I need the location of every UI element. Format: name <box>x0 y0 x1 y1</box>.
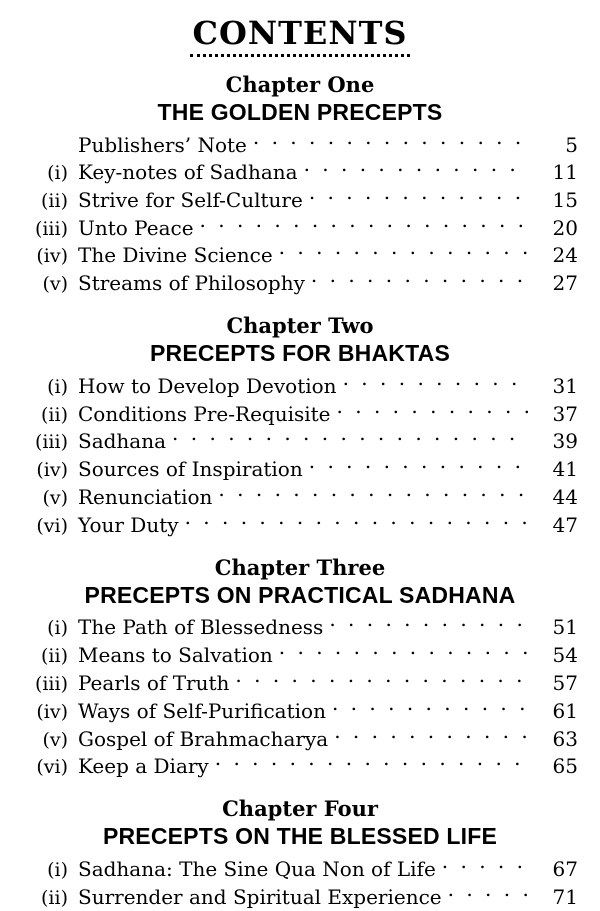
chapter-heading: Chapter Three <box>214 554 386 580</box>
toc-entry-title[interactable]: Key-notes of Sadhana <box>78 159 298 184</box>
chapter-heading: Chapter Two <box>226 313 374 339</box>
toc-entry-numeral: (v) <box>42 728 68 751</box>
toc-entry-title[interactable]: The Divine Science <box>78 243 273 268</box>
toc-entry-title[interactable]: Ways of Self-Purification <box>78 698 326 723</box>
dot-leader <box>279 642 528 662</box>
toc-entry-title[interactable]: How to Develop Devotion <box>78 373 337 398</box>
toc-entry-page-number: 51 <box>552 615 578 640</box>
chapter-subheading: PRECEPTS ON THE BLESSED LIFE <box>102 823 498 850</box>
dot-leader <box>309 456 528 476</box>
dot-leader <box>218 484 528 504</box>
chapter-entries <box>22 132 578 298</box>
toc-entry-page-number: 37 <box>552 401 578 426</box>
toc-entry-numeral: (vi) <box>36 756 68 779</box>
chapter-list <box>22 73 578 911</box>
toc-entry[interactable] <box>22 614 578 642</box>
dot-leader <box>172 428 528 448</box>
toc-entry-numeral: (iv) <box>36 245 68 268</box>
toc-entry-page-number: 41 <box>552 457 578 482</box>
toc-entry-page-number: 20 <box>552 215 578 240</box>
toc-entry-numeral: (iii) <box>34 217 68 240</box>
toc-entry-numeral: (ii) <box>41 403 68 426</box>
toc-entry[interactable] <box>22 456 578 484</box>
toc-entry[interactable] <box>22 132 578 159</box>
toc-entry-numeral: (vi) <box>36 514 68 537</box>
toc-entry-title[interactable]: Sadhana <box>78 429 167 454</box>
chapter-block <box>22 314 578 540</box>
toc-entry-title[interactable]: Keep a Diary <box>78 754 209 779</box>
toc-entry-title[interactable]: Surrender and Spiritual Experience <box>78 884 442 909</box>
toc-entry[interactable] <box>22 670 578 698</box>
toc-entry[interactable] <box>22 642 578 670</box>
toc-entry-numeral: (i) <box>47 858 68 881</box>
toc-entry-page-number: 44 <box>552 484 578 509</box>
toc-entry[interactable] <box>22 484 578 512</box>
chapter-subheading: THE GOLDEN PRECEPTS <box>157 99 443 126</box>
toc-entry[interactable] <box>22 215 578 243</box>
toc-entry-page-number: 5 <box>565 132 578 157</box>
toc-entry-page-number: 15 <box>552 187 578 212</box>
chapter-subheading: PRECEPTS ON PRACTICAL SADHANA <box>84 581 516 608</box>
toc-entry-title[interactable]: Your Duty <box>78 512 179 537</box>
toc-entry-page-number: 71 <box>552 884 578 909</box>
toc-entry-page-number: 47 <box>552 512 578 537</box>
toc-entry-numeral: (v) <box>42 273 68 296</box>
toc-entry-numeral: (iii) <box>34 431 68 454</box>
toc-entry-page-number: 61 <box>552 698 578 723</box>
toc-entry[interactable] <box>22 401 578 429</box>
toc-entry-numeral: (i) <box>47 161 68 184</box>
toc-entry[interactable] <box>22 373 578 401</box>
toc-entry-title[interactable]: Sadhana: The Sine Qua Non of Life <box>78 856 436 881</box>
toc-entry-page-number: 67 <box>552 856 578 881</box>
dot-leader <box>279 242 528 262</box>
toc-entry-title[interactable]: The Path of Blessedness <box>78 615 324 640</box>
dot-leader <box>215 753 528 773</box>
dot-leader <box>304 159 528 179</box>
toc-entry[interactable] <box>22 187 578 215</box>
dot-leader <box>235 670 528 690</box>
toc-entry-title[interactable]: Publishers’ Note <box>78 132 247 157</box>
toc-entry-page-number: 65 <box>552 754 578 779</box>
dot-leader <box>311 270 528 290</box>
toc-entry-numeral: (ii) <box>41 886 68 909</box>
dot-leader <box>329 614 528 634</box>
dot-leader <box>253 132 528 152</box>
toc-entry-numeral: (ii) <box>41 189 68 212</box>
toc-entry[interactable] <box>22 753 578 781</box>
dot-leader <box>332 698 528 718</box>
dot-leader <box>343 373 528 393</box>
toc-entry-title[interactable]: Conditions Pre-Requisite <box>78 401 331 426</box>
toc-entry-title[interactable]: Sources of Inspiration <box>78 457 303 482</box>
toc-entry-numeral: (v) <box>42 486 68 509</box>
toc-entry[interactable] <box>22 159 578 187</box>
toc-entry[interactable] <box>22 428 578 456</box>
toc-entry-title[interactable]: Means to Salvation <box>78 643 273 668</box>
toc-entry-page-number: 11 <box>552 159 578 184</box>
toc-entry-page-number: 24 <box>552 243 578 268</box>
toc-entry[interactable] <box>22 270 578 298</box>
page-title: CONTENTS <box>192 14 408 52</box>
toc-entry[interactable] <box>22 698 578 726</box>
toc-entry-title[interactable]: Gospel of Brahmacharya <box>78 726 329 751</box>
toc-entry-numeral: (i) <box>47 375 68 398</box>
toc-entry-page-number: 54 <box>552 643 578 668</box>
toc-entry-page-number: 27 <box>552 271 578 296</box>
chapter-block <box>22 556 578 782</box>
toc-entry-title[interactable]: Unto Peace <box>78 215 194 240</box>
toc-entry-page-number: 57 <box>552 670 578 695</box>
chapter-entries <box>22 856 578 911</box>
toc-entry-title[interactable]: Renunciation <box>78 484 213 509</box>
toc-entry[interactable] <box>22 884 578 911</box>
toc-entry-title[interactable]: Streams of Philosophy <box>78 271 305 296</box>
toc-entry-page-number: 63 <box>552 726 578 751</box>
title-underline <box>190 54 410 57</box>
toc-entry-numeral: (iii) <box>34 672 68 695</box>
toc-entry-page-number: 39 <box>552 429 578 454</box>
dot-leader <box>309 187 528 207</box>
chapter-entries <box>22 614 578 781</box>
toc-entry-page-number: 31 <box>552 373 578 398</box>
chapter-entries <box>22 373 578 540</box>
toc-entry-title[interactable]: Strive for Self-Culture <box>78 187 303 212</box>
dot-leader <box>442 856 528 876</box>
toc-entry-numeral: (iv) <box>36 459 68 482</box>
dot-leader <box>337 401 528 421</box>
toc-entry-numeral: (ii) <box>41 645 68 668</box>
toc-entry[interactable] <box>22 512 578 540</box>
toc-entry[interactable] <box>22 242 578 270</box>
dot-leader <box>200 215 528 235</box>
toc-entry-title[interactable]: Pearls of Truth <box>78 670 230 695</box>
chapter-subheading: PRECEPTS FOR BHAKTAS <box>149 340 451 367</box>
chapter-block <box>22 73 578 298</box>
dot-leader <box>334 726 528 746</box>
toc-entry[interactable] <box>22 726 578 754</box>
toc-entry[interactable] <box>22 856 578 884</box>
toc-entry-numeral: (iv) <box>36 700 68 723</box>
toc-entry-numeral: (i) <box>47 617 68 640</box>
dot-leader <box>185 512 528 532</box>
chapter-heading: Chapter Four <box>222 796 378 822</box>
chapter-heading: Chapter One <box>225 72 375 98</box>
